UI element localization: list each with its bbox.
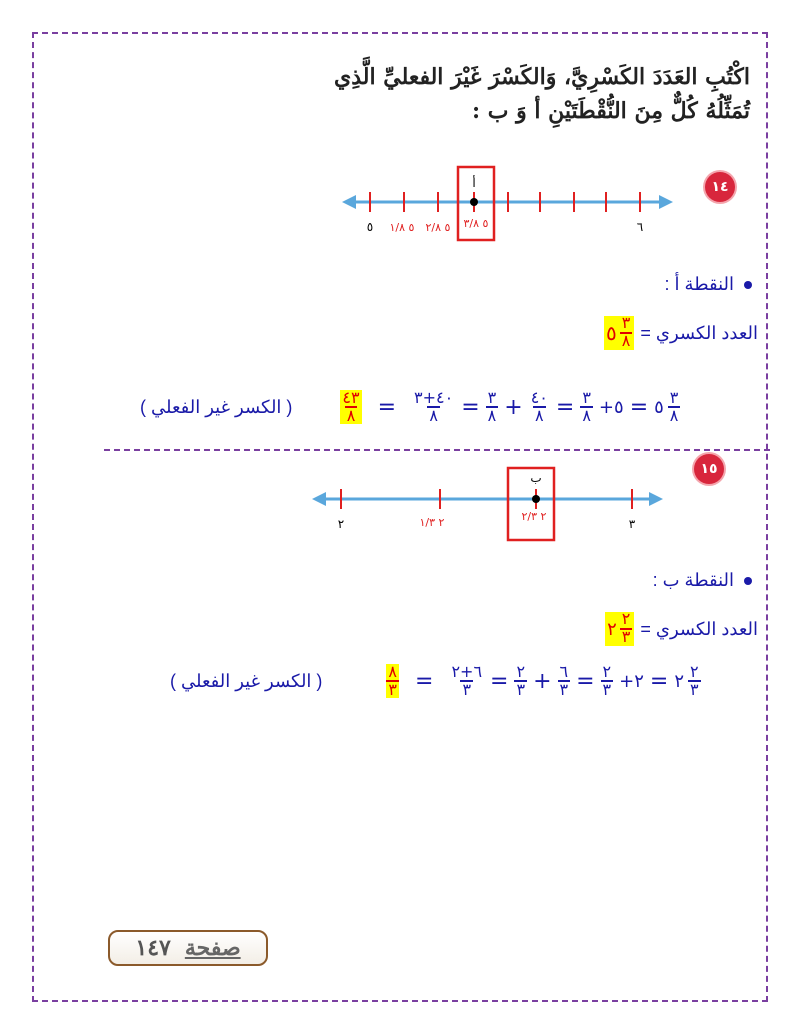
mixed-frac (620, 316, 633, 350)
arrow-left-icon (342, 195, 356, 209)
result-frac-15 (386, 664, 399, 698)
mixed-whole: ٢ (607, 618, 617, 639)
frac-3-8-c (668, 390, 681, 424)
frac-num: ٢ (602, 662, 612, 681)
frac-num: ٣ (669, 388, 679, 407)
section-divider (104, 449, 770, 451)
point-a-dot (470, 198, 478, 206)
frac-den: ٣ (516, 680, 526, 699)
frac-num: ٤٠+٣ (414, 388, 454, 407)
frac-num: ٣ (582, 388, 591, 407)
frac-den: ٣ (388, 680, 398, 699)
mixed-number-15-label: العدد الكسري = (640, 618, 758, 639)
bullet-icon (744, 577, 752, 585)
frac-den: ٨ (346, 406, 356, 425)
sum-frac-14 (412, 390, 455, 424)
number-line-15 (308, 462, 668, 542)
problem-14-badge: ١٤ (705, 172, 735, 202)
frac-num: ٤٠ (530, 388, 548, 407)
mixed-number-14 (604, 316, 758, 350)
frac-num: ٢ (516, 662, 526, 681)
tick-label-2: ٢ ٢/٣ (521, 510, 547, 523)
mixed-number-14-value (604, 316, 634, 350)
left-end-label: ٥ (366, 220, 374, 234)
result-frac-14 (340, 390, 361, 424)
frac-num: ٤٣ (342, 388, 360, 407)
mixed-number-15 (605, 612, 758, 646)
tick-label-1: ٥ ١/٨ (389, 221, 415, 234)
frac-den: ٨ (582, 406, 591, 425)
tick-label-2: ٥ ٢/٨ (425, 221, 451, 234)
instructions (190, 60, 750, 128)
right-end-label: ٦ (636, 220, 644, 234)
problem-15-badge: ١٥ (694, 454, 724, 484)
frac-3-8-b (580, 390, 593, 424)
frac-den: ٨ (621, 333, 631, 350)
whole-plus-15: +٢ (619, 670, 644, 692)
point-b-heading-text: النقطة ب : (652, 570, 734, 590)
point-a-heading-text: النقطة أ : (664, 274, 734, 294)
frac-num: ٢ (621, 611, 631, 628)
whole-15: ٢ (674, 670, 685, 692)
sum-frac-15 (449, 664, 484, 698)
frac-40-8 (529, 390, 550, 424)
page-word: صفحة (184, 935, 241, 961)
tick-label-1: ٢ ١/٣ (419, 516, 445, 529)
improper-label-14: ( الكسر غير الفعلي ) (140, 396, 293, 417)
whole-plus-14: +٥ (598, 396, 624, 418)
frac-den: ٨ (429, 406, 438, 425)
frac-6-3 (558, 664, 571, 698)
point-a-heading (665, 274, 752, 295)
frac-den: ٣ (621, 629, 631, 646)
frac-den: ٨ (487, 406, 497, 425)
frac-den: ٨ (669, 406, 679, 425)
frac-2-3-b (601, 664, 614, 698)
point-b-dot (532, 495, 540, 503)
frac-2-3-c (688, 664, 701, 698)
page-number-box (108, 930, 268, 966)
frac-num: ٦ (559, 662, 569, 681)
frac-num: ٦+٢ (451, 662, 483, 681)
improper-label-15: ( الكسر غير الفعلي ) (170, 670, 323, 691)
frac-num: ٨ (388, 662, 398, 681)
frac-den: ٣ (690, 680, 699, 699)
whole-14: ٥ (654, 396, 664, 418)
frac-num: ٣ (487, 388, 497, 407)
mixed-frac (620, 612, 633, 646)
arrow-right-icon (649, 492, 663, 506)
mixed-whole: ٥ (606, 322, 617, 345)
frac-3-8-a (486, 390, 499, 424)
frac-2-3-a (514, 664, 527, 698)
frac-num: ٢ (690, 662, 699, 681)
frac-den: ٣ (559, 680, 569, 699)
left-end-label: ٢ (337, 517, 345, 531)
arrow-left-icon (312, 492, 326, 506)
number-line-14 (340, 165, 680, 245)
frac-den: ٣ (602, 680, 612, 699)
point-a-label: أ (472, 176, 476, 190)
point-b-heading (653, 570, 752, 591)
equation-15: ( الكسر غير الفعلي ) $\frac{٨}{٣}$ = $\frac{٦+٢}{٣}$ = $\frac{٢}{٣}$ + $\frac{٦}{٣}$ = $\frac{٢}{٣}$ +٢ = ٢ $\frac{٢}{٣}$ (170, 662, 699, 699)
equation-14: ( الكسر غير الفعلي ) $\frac{٤٣}{٨}$ = $\frac{٤٠+٣}{٨}$ = $\frac{٣}{٨}$ + $\frac{٤٠}{٨}$ = $\frac{٣}{٨}$ +٥ = ٥ $\frac{٣}{٨}$ (140, 388, 679, 425)
arrow-right-icon (659, 195, 673, 209)
right-end-label: ٣ (628, 517, 636, 531)
bullet-icon (744, 281, 752, 289)
page-number: ١٤٧ (135, 935, 171, 961)
frac-num: ٣ (621, 315, 631, 332)
mixed-number-14-label: العدد الكسري = (640, 322, 758, 343)
frac-den: ٣ (462, 680, 472, 699)
point-b-label: ب (530, 471, 542, 485)
frac-den: ٨ (535, 406, 544, 425)
tick-label-3: ٥ ٣/٨ (463, 217, 489, 230)
instructions-line-2: تُمَثِّلُهُ كُلٌّ مِنَ النُّقْطَتَيْنِ أ وَ ب : (471, 98, 750, 124)
mixed-number-15-value (605, 612, 634, 646)
instructions-line-1: اكْتُبِ العَدَدَ الكَسْرِيَّ، وَالكَسْرَ غَيْرَ الفعليِّ الَّذِي (333, 64, 750, 90)
